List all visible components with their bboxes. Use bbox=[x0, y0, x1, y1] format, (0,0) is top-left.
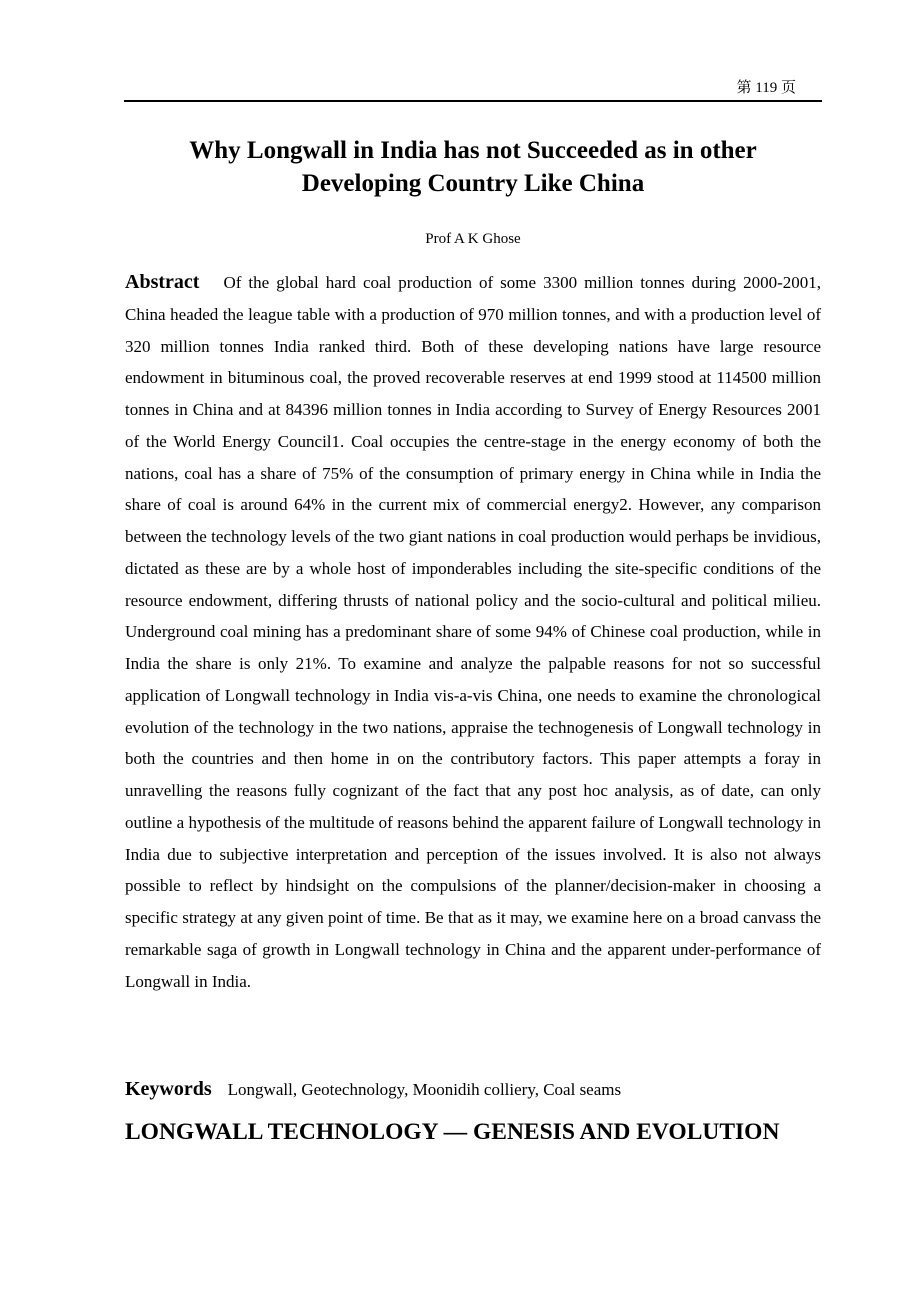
title-line-2: Developing Country Like China bbox=[301, 170, 645, 197]
author-name: Prof A K Ghose bbox=[425, 231, 521, 247]
keywords-line bbox=[125, 1075, 821, 1104]
keywords-label: Keywords bbox=[125, 1078, 212, 1100]
page-number: 第 119 页 bbox=[736, 80, 796, 96]
title-line-1: Why Longwall in India has not Succeeded as in other bbox=[189, 137, 757, 164]
keywords-text: Longwall, Geotechnology, Moonidih colliery, Coal seams bbox=[227, 1080, 622, 1099]
abstract-text: Of the global hard coal production of some 3300 million tonnes during 2000-2001, China headed the league table with a production of 970 million tonnes, and with a production level of 320 million tonnes India ranked third. Both of these developing nations have large resource endowment in bituminous coal, the proved recoverable reserves at end 1999 stood at 114500 million tonnes in China and at 84396 million tonnes in India according to Survey of Energy Resources 2001 of the World Energy Council1. Coal occupies the centre-stage in the energy economy of both the nations, coal has a share of 75% of the consumption of primary energy in China while in India the share of coal is around 64% in the current mix of commercial energy2. However, any comparison between the technology levels of the two giant nations in coal production would perhaps be invidious, dictated as these are by a whole host of imponderables including the site-specific conditions of the resource endowment, differing thrusts of national policy and the socio-cultural and political milieu. Underground coal mining has a predominant share of some 94% of Chinese coal production, while in India the share is only 21%. To examine and analyze the palpable reasons for not so successful application of Longwall technology in India vis-a-vis China, one needs to examine the chronological evolution of the technology in the two nations, appraise the technogenesis of Longwall technology in both the countries and then home in on the contributory factors. This paper attempts a foray in unravelling the reasons fully cognizant of the fact that any post hoc analysis, as of date, can only outline a hypothesis of the multitude of reasons behind the apparent failure of Longwall technology in India due to subjective interpretation and perception of the issues involved. It is also not always possible to reflect by hindsight on the compulsions of the planner/decision-maker in choosing a specific strategy at any given point of time. Be that as it may, we examine here on a broad canvass the remarkable saga of growth in Longwall technology in China and the apparent under-performance of Longwall in India. bbox=[125, 273, 821, 991]
section-heading: LONGWALL TECHNOLOGY — GENESIS AND EVOLUTION bbox=[125, 1119, 780, 1145]
abstract-paragraph bbox=[125, 267, 821, 997]
page-header bbox=[124, 74, 822, 102]
paper-title bbox=[124, 134, 822, 200]
abstract-label: Abstract bbox=[125, 271, 200, 293]
